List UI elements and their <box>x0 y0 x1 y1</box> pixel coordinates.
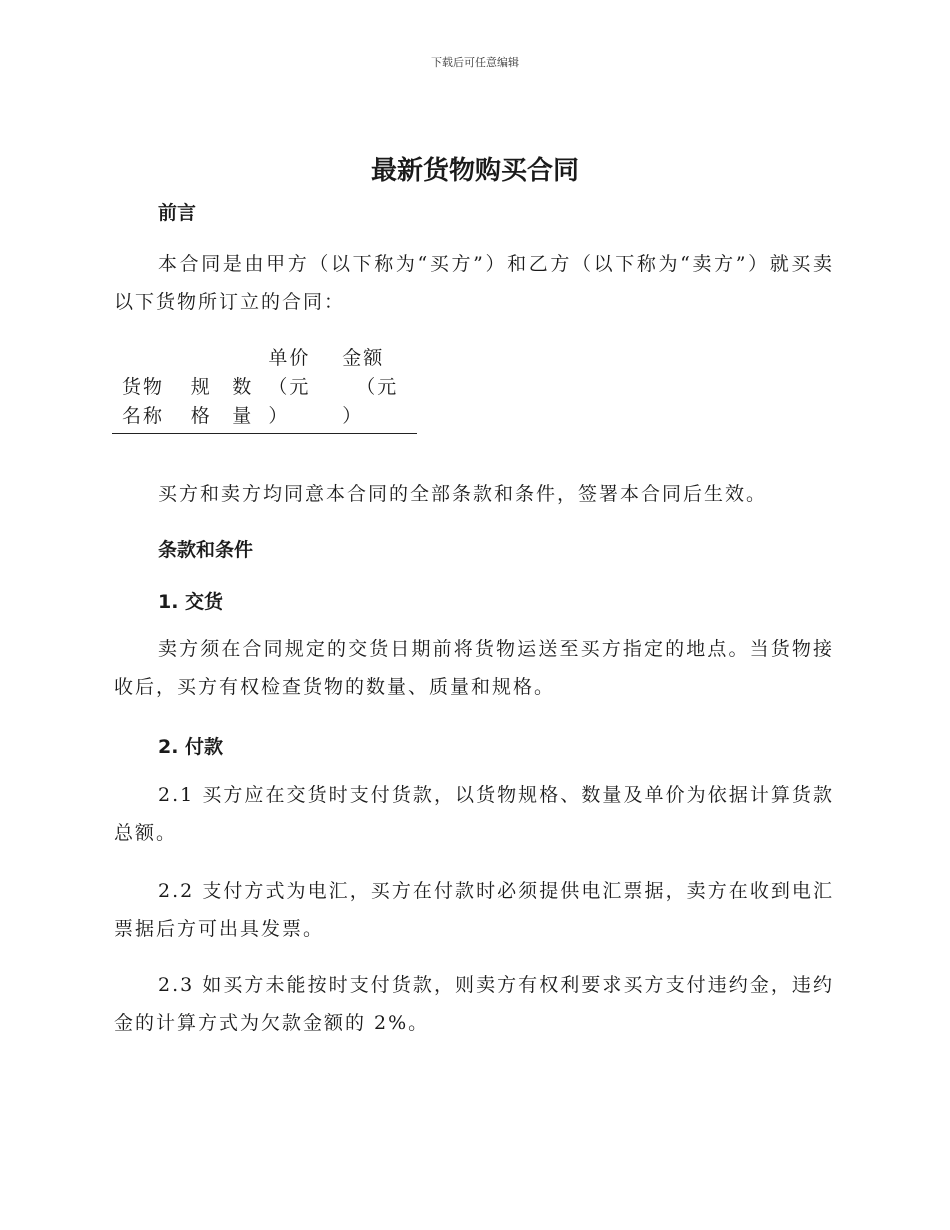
header-spec <box>185 344 232 434</box>
agreement-text: 买方和卖方均同意本合同的全部条款和条件，签署本合同后生效。 <box>158 483 768 505</box>
header-cell-line: ） <box>342 405 364 427</box>
section-1-heading: 1. 交货 <box>158 591 224 613</box>
header-cell-line: （元 <box>356 376 399 398</box>
section-1-text: 卖方须在合同规定的交货日期前将货物运送至买方指定的地点。当货物接收后，买方有权检查货物的数量、质量和规格。 <box>114 638 834 698</box>
header-cell-line: 货物 <box>122 376 165 398</box>
section-2-1-text: 2.1 买方应在交货时支付货款，以货物规格、数量及单价为依据计算货款总额。 <box>114 784 834 844</box>
header-cell-line: 数 <box>232 376 254 398</box>
goods-table-header-row <box>112 344 417 434</box>
header-cell-line: 量 <box>232 405 254 427</box>
section-2-3-text: 2.3 如买方未能按时支付货款，则卖方有权利要求买方支付违约金，违约金的计算方式为欠款金额的 2%。 <box>114 974 834 1034</box>
page-header-note: 下载后可任意编辑 <box>431 56 519 69</box>
header-cell-line: 格 <box>190 405 212 427</box>
goods-table <box>112 344 417 434</box>
preface-heading: 前言 <box>158 202 197 224</box>
section-2-2-text: 2.2 支付方式为电汇，买方在付款时必须提供电汇票据，卖方在收到电汇票据后方可出具发票。 <box>114 880 834 940</box>
document-title: 最新货物购买合同 <box>370 156 579 186</box>
header-cell-line: 名称 <box>122 405 165 427</box>
header-quantity <box>232 344 268 434</box>
terms-heading: 条款和条件 <box>158 539 254 561</box>
header-cell-line: 金额 <box>342 347 385 369</box>
preface-intro: 本合同是由甲方（以下称为“买方”）和乙方（以下称为“卖方”）就买卖以下货物所订立的合同： <box>114 253 834 313</box>
header-cell-line: ） <box>268 405 290 427</box>
header-cell-line: 单价 <box>268 347 311 369</box>
header-cell-line: 规 <box>190 376 212 398</box>
header-cell-line: （元 <box>268 376 311 398</box>
header-unit-price <box>268 344 342 434</box>
header-goods-name <box>112 344 185 434</box>
header-amount <box>342 344 417 434</box>
section-2-heading: 2. 付款 <box>158 736 224 758</box>
